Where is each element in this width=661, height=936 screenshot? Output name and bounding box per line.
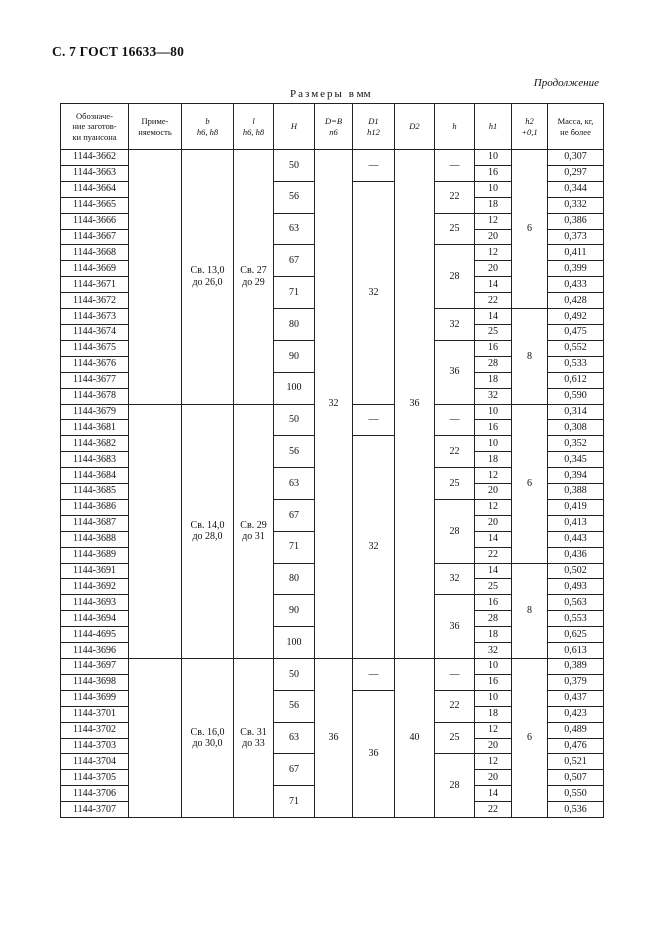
cell-mass: 0,345 [548,452,604,468]
cell-h: 32 [435,563,475,595]
cell-h1: 32 [475,643,512,659]
cell-h1: 12 [475,722,512,738]
cell-mass: 0,553 [548,611,604,627]
cell-h1: 16 [475,420,512,436]
cell-h1: 28 [475,611,512,627]
col-H-header: H [274,104,315,150]
cell-applicability [129,404,182,659]
cell-h: 56 [274,690,315,722]
cell-h1: 12 [475,754,512,770]
cell-b: Св. 14,0 до 28,0 [182,404,234,659]
cell-h: 90 [274,595,315,627]
cell-h1: 12 [475,245,512,261]
cell-h1: 12 [475,468,512,484]
cell-mass: 0,436 [548,547,604,563]
cell-designation: 1144-3684 [61,468,129,484]
cell-designation: 1144-3705 [61,770,129,786]
cell-designation: 1144-3698 [61,674,129,690]
table-header-row [61,104,604,150]
cell-designation: 1144-3685 [61,484,129,500]
col-h2-header: h2 +0,1 [512,104,548,150]
cell-designation: 1144-3666 [61,213,129,229]
cell-designation: 1144-3686 [61,499,129,515]
cell-h1: 18 [475,372,512,388]
cell-h1: 28 [475,356,512,372]
cell-h: 25 [435,213,475,245]
cell-mass: 0,552 [548,340,604,356]
cell-h1: 14 [475,531,512,547]
cell-mass: 0,386 [548,213,604,229]
cell-h1: 12 [475,499,512,515]
cell-mass: 0,423 [548,706,604,722]
cell-h: 100 [274,372,315,404]
table-row [61,659,604,675]
cell-h1: 32 [475,388,512,404]
cell-designation: 1144-4695 [61,627,129,643]
cell-h: 22 [435,690,475,722]
cell-h1: 14 [475,563,512,579]
cell-h1: 20 [475,229,512,245]
col-l-header: l h6, h8 [234,104,274,150]
cell-h: 50 [274,659,315,691]
cell-h: 71 [274,277,315,309]
cell-h: — [435,150,475,182]
cell-designation: 1144-3689 [61,547,129,563]
cell-h1: 20 [475,738,512,754]
cell-l: Св. 31 до 33 [234,659,274,818]
cell-h1: 22 [475,293,512,309]
cell-h1: 16 [475,340,512,356]
sizes-label-text: Размеры [290,88,344,100]
cell-designation: 1144-3682 [61,436,129,452]
cell-mass: 0,411 [548,245,604,261]
cell-designation: 1144-3681 [61,420,129,436]
cell-h: 28 [435,754,475,818]
cell-designation: 1144-3672 [61,293,129,309]
cell-mass: 0,613 [548,643,604,659]
cell-designation: 1144-3706 [61,786,129,802]
cell-designation: 1144-3696 [61,643,129,659]
cell-h: 28 [435,499,475,563]
cell-h: 67 [274,754,315,786]
cell-mass: 0,428 [548,293,604,309]
cell-h: 50 [274,150,315,182]
cell-designation: 1144-3662 [61,150,129,166]
cell-h: 36 [435,595,475,659]
cell-designation: 1144-3668 [61,245,129,261]
cell-designation: 1144-3665 [61,197,129,213]
cell-designation: 1144-3667 [61,229,129,245]
cell-designation: 1144-3697 [61,659,129,675]
cell-b: Св. 16,0 до 30,0 [182,659,234,818]
cell-d1: — [353,404,395,436]
cell-mass: 0,433 [548,277,604,293]
cell-d2: 36 [395,150,435,659]
cell-mass: 0,507 [548,770,604,786]
cell-designation: 1144-3702 [61,722,129,738]
cell-designation: 1144-3707 [61,802,129,818]
cell-h1: 16 [475,674,512,690]
cell-designation: 1144-3674 [61,324,129,340]
cell-designation: 1144-3691 [61,563,129,579]
table-row [61,150,604,166]
cell-h: 100 [274,627,315,659]
cell-mass: 0,550 [548,786,604,802]
cell-designation: 1144-3669 [61,261,129,277]
cell-designation: 1144-3677 [61,372,129,388]
cell-designation: 1144-3694 [61,611,129,627]
cell-designation: 1144-3703 [61,738,129,754]
cell-d: 36 [315,659,353,818]
cell-mass: 0,413 [548,515,604,531]
cell-d1: 32 [353,436,395,659]
cell-h1: 10 [475,690,512,706]
cell-mass: 0,314 [548,404,604,420]
cell-mass: 0,389 [548,659,604,675]
cell-h2: 6 [512,150,548,309]
cell-designation: 1144-3664 [61,181,129,197]
cell-d1: 32 [353,181,395,404]
dimensions-table [60,103,604,818]
cell-h1: 20 [475,770,512,786]
cell-h2: 8 [512,563,548,658]
cell-h2: 8 [512,309,548,404]
cell-mass: 0,489 [548,722,604,738]
cell-h: 56 [274,436,315,468]
cell-h: 25 [435,722,475,754]
cell-h: 22 [435,181,475,213]
cell-applicability [129,659,182,818]
cell-mass: 0,308 [548,420,604,436]
cell-h: 71 [274,786,315,818]
cell-mass: 0,476 [548,738,604,754]
cell-d: 32 [315,150,353,659]
cell-h1: 22 [475,802,512,818]
cell-h1: 10 [475,659,512,675]
cell-h1: 18 [475,197,512,213]
cell-designation: 1144-3676 [61,356,129,372]
cell-h1: 18 [475,706,512,722]
cell-h: 28 [435,245,475,309]
cell-h: 63 [274,213,315,245]
cell-mass: 0,419 [548,499,604,515]
cell-h1: 14 [475,786,512,802]
cell-mass: 0,388 [548,484,604,500]
sizes-unit: в мм [348,88,371,100]
col-D1-header: D1 h12 [353,104,395,150]
cell-mass: 0,307 [548,150,604,166]
sizes-label [290,88,371,100]
cell-h1: 20 [475,515,512,531]
cell-h: — [435,659,475,691]
cell-designation: 1144-3678 [61,388,129,404]
cell-h: 80 [274,309,315,341]
cell-mass: 0,297 [548,165,604,181]
cell-designation: 1144-3693 [61,595,129,611]
cell-mass: 0,352 [548,436,604,452]
cell-designation: 1144-3692 [61,579,129,595]
cell-designation: 1144-3671 [61,277,129,293]
cell-h: 36 [435,340,475,404]
continuation-label: Продолжение [533,77,599,89]
cell-designation: 1144-3673 [61,309,129,325]
cell-h1: 12 [475,213,512,229]
cell-mass: 0,394 [548,468,604,484]
col-applicability-header: Приме- няемость [129,104,182,150]
cell-mass: 0,521 [548,754,604,770]
cell-h: 90 [274,340,315,372]
cell-d1: — [353,659,395,691]
cell-h1: 18 [475,452,512,468]
cell-h1: 25 [475,324,512,340]
cell-mass: 0,533 [548,356,604,372]
cell-h: 80 [274,563,315,595]
col-designation-header: Обозначе- ние заготов- ки пуансона [61,104,129,150]
col-h1-header: h1 [475,104,512,150]
cell-l: Св. 29 до 31 [234,404,274,659]
cell-mass: 0,612 [548,372,604,388]
cell-designation: 1144-3699 [61,690,129,706]
col-b-header: b h6, h8 [182,104,234,150]
cell-h: 32 [435,309,475,341]
cell-h: 67 [274,499,315,531]
cell-h1: 10 [475,150,512,166]
cell-designation: 1144-3683 [61,452,129,468]
cell-h: 50 [274,404,315,436]
cell-h: 67 [274,245,315,277]
page-header: С. 7 ГОСТ 16633—80 [52,44,185,59]
cell-mass: 0,492 [548,309,604,325]
cell-h1: 14 [475,277,512,293]
cell-mass: 0,625 [548,627,604,643]
cell-designation: 1144-3687 [61,515,129,531]
col-h-header: h [435,104,475,150]
cell-h1: 20 [475,484,512,500]
cell-d1: 36 [353,690,395,817]
col-D2-header: D2 [395,104,435,150]
cell-h: 71 [274,531,315,563]
cell-h1: 16 [475,165,512,181]
cell-h1: 10 [475,181,512,197]
cell-h: 63 [274,722,315,754]
cell-mass: 0,493 [548,579,604,595]
cell-h1: 18 [475,627,512,643]
cell-d2: 40 [395,659,435,818]
cell-mass: 0,536 [548,802,604,818]
cell-mass: 0,475 [548,324,604,340]
cell-d1: — [353,150,395,182]
cell-designation: 1144-3704 [61,754,129,770]
cell-l: Св. 27 до 29 [234,150,274,405]
cell-h1: 20 [475,261,512,277]
cell-mass: 0,373 [548,229,604,245]
cell-mass: 0,379 [548,674,604,690]
cell-h1: 16 [475,595,512,611]
cell-mass: 0,399 [548,261,604,277]
cell-h2: 6 [512,404,548,563]
cell-designation: 1144-3679 [61,404,129,420]
cell-b: Св. 13,0 до 26,0 [182,150,234,405]
cell-h1: 10 [475,436,512,452]
cell-h: 63 [274,468,315,500]
cell-h: 56 [274,181,315,213]
cell-h1: 14 [475,309,512,325]
cell-mass: 0,443 [548,531,604,547]
cell-mass: 0,590 [548,388,604,404]
cell-h2: 6 [512,659,548,818]
col-mass-header: Масса, кг, не более [548,104,604,150]
cell-h: 22 [435,436,475,468]
cell-mass: 0,344 [548,181,604,197]
cell-h1: 10 [475,404,512,420]
cell-mass: 0,437 [548,690,604,706]
cell-mass: 0,502 [548,563,604,579]
cell-h: — [435,404,475,436]
cell-mass: 0,332 [548,197,604,213]
cell-h: 25 [435,468,475,500]
cell-designation: 1144-3701 [61,706,129,722]
cell-designation: 1144-3675 [61,340,129,356]
cell-designation: 1144-3663 [61,165,129,181]
cell-designation: 1144-3688 [61,531,129,547]
cell-mass: 0,563 [548,595,604,611]
cell-h1: 25 [475,579,512,595]
cell-applicability [129,150,182,405]
col-D-header: D=B n6 [315,104,353,150]
cell-h1: 22 [475,547,512,563]
